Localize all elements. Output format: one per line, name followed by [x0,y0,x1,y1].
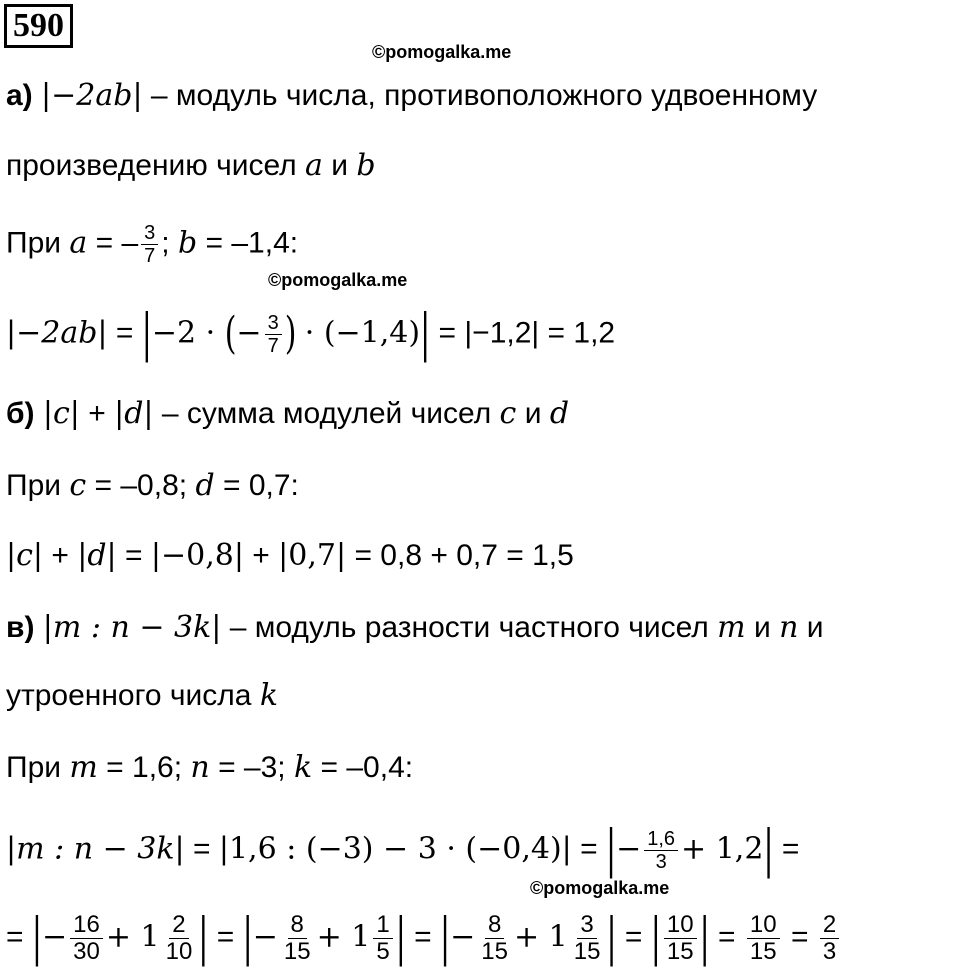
part-c-expression: |m : n − 3k| [42,610,222,645]
eq-3: = [624,920,643,954]
plus-3: + 1 [513,919,568,955]
part-b-label: б) [6,397,35,430]
given-m-value: = 1,6; [106,751,183,784]
plus: + [88,397,106,430]
calc-abs-d: |d| [77,538,117,573]
part-a-expression: |−2ab| [41,78,143,113]
eq-4: = [718,920,736,954]
part-c-calculation-2: = |− $\frac{16}{30}$ + 1 $\frac{2}{10}$ | = |− $\frac{8}{15}$ + 1 $\frac{1}{5}$ | = |− $\frac{8}{15}$ + 1 $\frac{3}{15}$ | = | $\frac{10}{15}$ | = $\frac{10}{15}$ = $\frac{2}{3}$ [6,912,842,965]
calc-abs-c: |c| [6,538,44,573]
given-eq: = – [95,226,139,260]
abs-c: |c| [42,396,80,431]
var-c: c [499,396,517,431]
fraction-16-30: $\frac{16}{30}$ [70,912,103,965]
calc-result: = |−1,2| = 1,2 [438,316,616,350]
abs-close: | [420,303,431,364]
eq-1: = [216,920,235,954]
conj-and-tail: и [806,611,824,644]
conj-and: и [331,149,349,182]
part-c-description: – модуль разности частного чисел [229,611,709,644]
part-c-heading [6,608,824,648]
var-m: m [717,610,746,645]
part-b-heading [6,394,569,434]
given-var-m: m [69,750,98,785]
abs-open: | [141,303,152,364]
paren-open: ( [224,308,237,360]
fraction-8-15-b: $\frac{8}{15}$ [481,911,508,965]
fraction-8-15: $\frac{8}{15}$ [283,911,311,965]
var-k: k [259,678,279,713]
part-a-heading [6,76,817,116]
given-pri: При [6,226,62,260]
abs-close: | [763,819,774,880]
conj-and: и [524,397,542,430]
abs-d: |d| [114,396,154,431]
conj-and: и [753,611,771,644]
given-pri: При [6,469,62,502]
minus-1: − [41,919,68,955]
part-c-label: в) [6,611,35,644]
part-a-given [6,222,298,267]
problem-number: 590 [4,4,73,48]
calc-lhs: |−2ab| [6,315,108,351]
calc-lhs: |m : n − 3k| [6,831,185,867]
part-b-description: – сумма модулей чисел [161,397,492,430]
given-var-n: n [190,750,210,785]
var-a: a [305,148,323,183]
abs-open: | [605,819,617,880]
calc-abs-v2: |0,7| [278,538,347,573]
calc-eq-3: = [781,832,800,866]
calc-result: = 0,8 + 0,7 = 1,5 [354,539,574,572]
part-b-given [6,466,299,506]
eq-2: = [414,920,432,954]
calc-abs-v1: |−0,8| [150,538,244,573]
plus-1: + 1 [105,919,160,955]
fraction-10-15-b: $\frac{10}{15}$ [747,912,780,965]
part-c-heading-cont [6,676,278,716]
calc-minus: − [236,315,262,351]
watermark-1: ©pomogalka.me [372,42,512,62]
given-sep: ; [161,226,170,260]
fraction-3-7: $\frac{3}{7}$ [141,222,158,267]
given-var-a: a [69,225,88,261]
calc-plus-1-2: + 1,2 [681,831,764,867]
part-a-calculation [6,303,616,364]
given-n-value: = –3; [218,751,286,784]
calc-eq: = [192,832,211,866]
part-a-description-cont: произведению чисел [6,149,297,182]
fraction-2-3: $\frac{2}{3}$ [820,912,839,965]
calc-inner: −2 · [151,315,225,351]
part-c-calculation-1 [6,819,800,880]
eq-5: = [790,920,809,954]
fraction-3-15: $\frac{3}{15}$ [573,911,601,965]
var-d: d [549,396,570,431]
calc-eq-2: = [580,832,598,866]
eq-0: = [6,920,24,954]
given-d-value: = 0,7: [223,469,299,502]
given-b-value: = –1,4: [205,226,299,260]
fraction-3-7-calc: $\frac{3}{7}$ [265,312,282,357]
fraction-2-10: $\frac{2}{10}$ [165,911,193,965]
part-c-description-cont: утроенного числа [6,679,252,712]
calc-eq: = [125,539,143,572]
calc-inner-tail: · (−1,4) [304,315,421,351]
calc-plus-2: + [252,539,270,572]
part-b-calculation [6,536,574,576]
var-b: b [356,148,376,183]
watermark-2: ©pomogalka.me [268,270,408,290]
minus-3: − [450,919,476,955]
var-n: n [779,610,799,645]
given-var-d: d [195,468,215,503]
part-a-heading-cont [6,146,376,186]
given-c-value: = –0,8; [94,469,188,502]
watermark-3: ©pomogalka.me [530,878,670,898]
plus-2: + 1 [316,919,371,955]
given-var-c: c [69,468,87,503]
part-a-description: – модуль числа, противоположного удвоенному [150,79,818,112]
given-var-b: b [177,225,198,261]
fraction-1-6-3: $\frac{1,6}{3}$ [644,828,678,873]
given-k-value: = –0,4: [320,751,414,784]
part-a-label: а) [6,79,33,112]
minus-2: − [252,919,278,955]
part-c-given [6,748,413,788]
calc-minus: − [616,831,642,867]
paren-close: ) [284,308,297,360]
fraction-10-15: $\frac{10}{15}$ [664,912,697,965]
calc-mid: |1,6 : (−3) − 3 · (−0,4)| [218,831,572,867]
given-pri: При [6,751,62,784]
fraction-1-5: $\frac{1}{5}$ [373,912,392,965]
given-var-k: k [293,750,313,785]
calc-eq: = [115,316,134,350]
calc-plus: + [51,539,69,572]
